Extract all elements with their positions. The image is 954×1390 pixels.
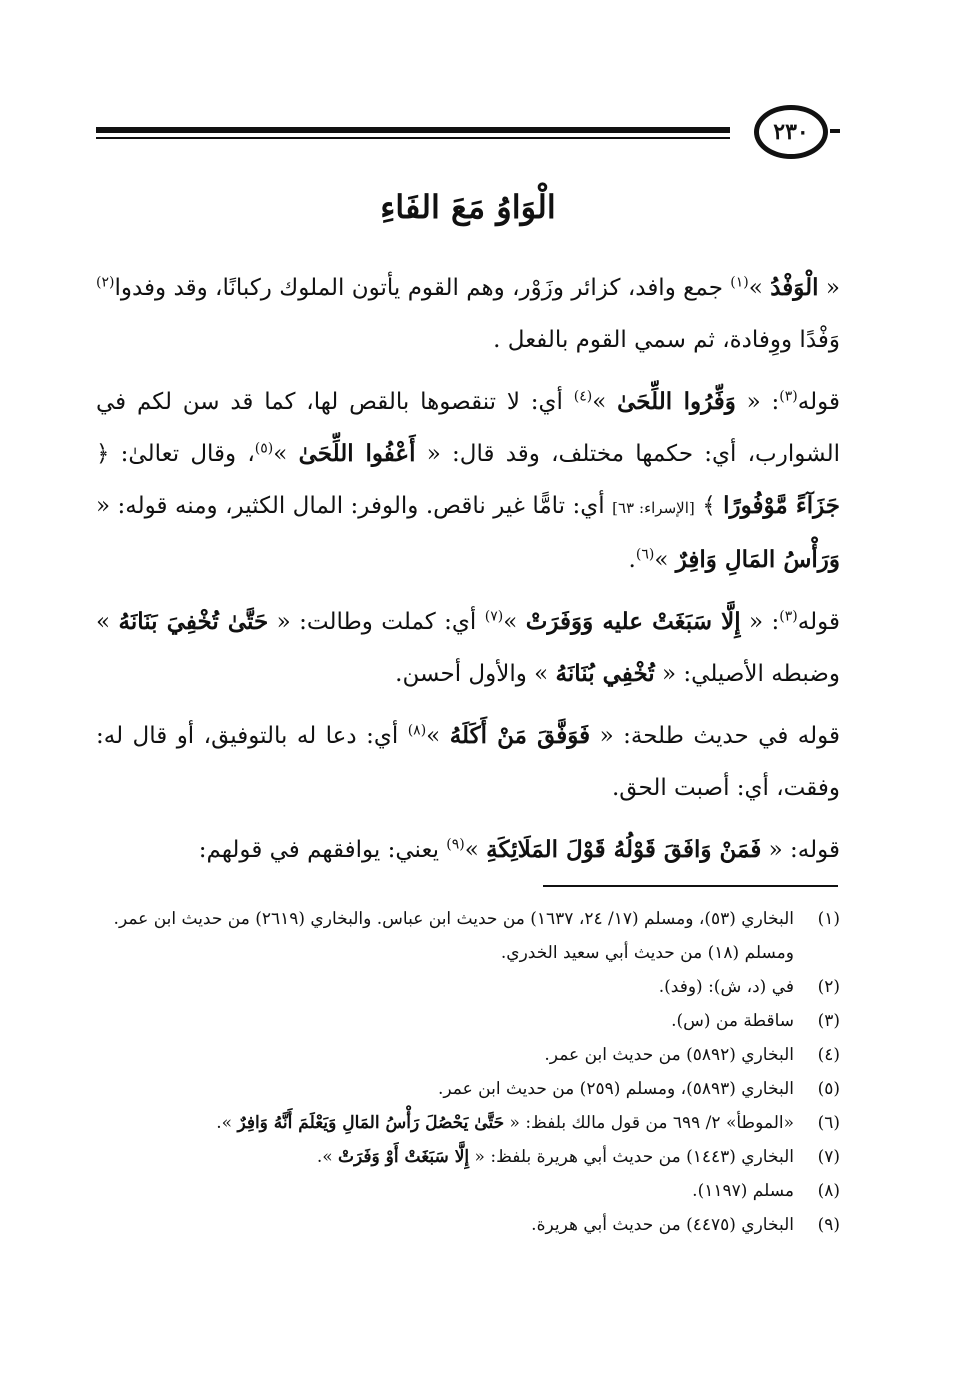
text-segment: قوله في حديث طلحة: «	[590, 723, 840, 749]
hadith-quote: وَفِّرُوا اللِّحَىٰ	[617, 388, 736, 415]
hadith-quote: الْوَفْدُ	[770, 274, 819, 301]
footnote-text	[96, 1072, 794, 1106]
header-rule-thick	[96, 127, 730, 133]
footnote-quote: إِلَّا سَبَغَتْ أَوْ وَفَرَتْ	[338, 1147, 470, 1167]
footnote-text	[96, 1038, 794, 1072]
text-segment: »	[464, 837, 487, 863]
text-segment: أي: كملت وطالت: «	[268, 609, 485, 635]
paragraph-4	[96, 710, 840, 814]
hadith-quote: فَوَفَّقَ مَنْ أَكَلَهُ	[449, 722, 591, 749]
text-segment: » والأول أحسن.	[395, 661, 556, 687]
text-segment: قوله	[797, 609, 840, 635]
paragraph-2	[96, 376, 840, 586]
text-segment: : «	[735, 389, 780, 415]
text-segment: أي: دعا له بالتوفيق، أو قال له: وفقت، أي: أصبت الحق.	[96, 723, 840, 801]
hadith-quote: إِلَّا سَبَغَتْ عليه وَوَفَرَتْ	[525, 608, 741, 635]
footnote-item	[96, 1174, 840, 1208]
footnote-text-main: البخاري (٥٣)، ومسلم (١٧/ ٢٤، ١٦٣٧) من حديث ابن عباس. والبخاري (٢٦١٩) من حديث ابن عمر. ومسلم (١٨) من حديث أبي سعيد الخدري.	[113, 909, 794, 963]
page-number-badge	[754, 105, 828, 159]
footnote-marker: (٣)	[779, 608, 798, 625]
page-header	[96, 105, 840, 165]
text-segment: ، وقال تعالىٰ: ﴿	[96, 441, 255, 467]
footnote-text	[96, 1106, 794, 1140]
text-segment: قوله: «	[761, 837, 840, 863]
footnote-marker: (٤)	[573, 388, 593, 405]
section-heading: الْوَاوُ مَعَ الفَاءِ	[380, 188, 556, 226]
footnote-marker: (٨)	[407, 722, 427, 739]
text-segment: : «	[740, 609, 780, 635]
text-segment: »	[503, 609, 526, 635]
footnote-number: (٤)	[817, 1045, 840, 1065]
text-segment: أي: تامًّا غير ناقص. والوفر: المال الكثير، ومنه قوله: «	[96, 493, 613, 519]
footnote-number: (٦)	[817, 1113, 840, 1133]
footnotes	[96, 902, 840, 1242]
footnote-text-main: في (د، ش): (وفد).	[658, 977, 794, 997]
footnote-item	[96, 1208, 840, 1242]
hadith-quote: وَرَأْسُ المَالِ وَافِرٌ	[675, 546, 840, 573]
footnote-item	[96, 1038, 840, 1072]
paragraph-3	[96, 596, 840, 700]
footnote-item	[96, 970, 840, 1004]
footnote-number: (٩)	[817, 1215, 840, 1235]
footnote-text	[96, 1208, 794, 1242]
page-number: ٢٣٠	[773, 119, 809, 145]
footnote-text-main: البخاري (١٤٤٣) من حديث أبي هريرة بلفظ: «	[469, 1147, 794, 1167]
hadith-quote: تُخْفِي بُنَانَهُ	[555, 660, 655, 687]
footnote-text-main: مسلم (١١٩٧).	[692, 1181, 794, 1201]
hadith-quote: حَتَّىٰ تُخْفِيَ بَنَانَهُ	[118, 608, 269, 635]
footnote-text-main: «الموطأ» ٢/ ٦٩٩ من قول مالك بلفظ: «	[504, 1113, 794, 1133]
footnote-number: (٧)	[817, 1147, 840, 1167]
footnote-marker: (٥)	[254, 440, 274, 457]
header-rule-thin	[96, 137, 730, 139]
paragraph-1	[96, 262, 840, 366]
hadith-quote: فَمَنْ وَافَقَ قَوْلُهُ قَوْلَ المَلَائِكَةِ	[486, 836, 762, 863]
footnote-text-main: البخاري (٤٤٧٥) من حديث أبي هريرة.	[531, 1215, 794, 1235]
text-segment: وَفْدًا ووِفادة، ثم سمي القوم بالفعل .	[493, 327, 840, 353]
footnote-text-tail: ».	[316, 1147, 339, 1167]
body-text	[96, 262, 840, 886]
footnote-text	[96, 1140, 794, 1174]
footnote-item	[96, 1106, 840, 1140]
footnote-text-main: البخاري (٥٨٩٣)، ومسلم (٢٥٩) من حديث ابن عمر.	[438, 1079, 794, 1099]
footnote-item	[96, 1072, 840, 1106]
text-segment: قوله	[797, 389, 840, 415]
footnote-text	[96, 1004, 794, 1038]
footnote-text	[96, 1174, 794, 1208]
footnote-marker: (١)	[730, 274, 749, 291]
footnote-number: (١)	[817, 909, 840, 929]
text-segment: ﴾	[694, 493, 724, 519]
footnote-number: (٣)	[817, 1011, 840, 1031]
footnote-quote: حَتَّىٰ يَحْصُلَ رَأْسُ المَالِ وَيَعْلَمَ أَنَّهُ وَافِرٌ	[237, 1113, 505, 1133]
footnote-item	[96, 902, 840, 970]
footnote-marker: (٧)	[484, 608, 504, 625]
footnote-text-tail: ».	[216, 1113, 238, 1133]
footnote-marker: (٣)	[779, 388, 798, 405]
text-segment: »	[592, 389, 618, 415]
footnote-number: (٥)	[817, 1079, 840, 1099]
paragraph-5	[96, 824, 840, 876]
footnote-text	[96, 970, 794, 1004]
footnote-marker: (٢)	[96, 274, 115, 291]
footnote-marker: (٩)	[446, 836, 465, 853]
footnote-number: (٢)	[817, 977, 840, 997]
hadith-quote: أَعْفُوا اللِّحَىٰ	[298, 440, 416, 467]
footnote-text	[96, 902, 794, 970]
text-segment: »	[748, 275, 771, 301]
footnote-item	[96, 1004, 840, 1038]
text-segment: » وضبطه الأصيلي: «	[96, 609, 840, 687]
text-segment: أي: لا تنقصوها بالقص لها، كما قد سن لكم في الشوارب، أي: حكمها مختلف، وقد قال: «	[96, 389, 841, 467]
text-segment: »	[273, 441, 299, 467]
text-segment: .	[628, 547, 636, 573]
footnote-marker: (٦)	[635, 546, 655, 563]
footnote-separator	[543, 885, 838, 887]
footnote-item	[96, 1140, 840, 1174]
text-segment: جمع وافد، كزائر وزَوْر، وهم القوم يأتون الملوك ركبانًا، وقد وفدوا	[114, 275, 731, 301]
quran-quote: جَزَآءً مَّوْفُورًا	[723, 492, 840, 519]
footnote-text-main: ساقطة من (س).	[671, 1011, 794, 1031]
footnote-number: (٨)	[817, 1181, 840, 1201]
header-rule-stub	[830, 129, 840, 133]
text-segment: «	[818, 275, 840, 301]
footnote-text-main: البخاري (٥٨٩٢) من حديث ابن عمر.	[544, 1045, 794, 1065]
text-segment: »	[654, 547, 676, 573]
text-segment: »	[426, 723, 450, 749]
quran-reference: [الإسراء: ٦٣]	[612, 499, 695, 517]
text-segment: يعني: يوافقهم في قولهم:	[198, 837, 447, 863]
